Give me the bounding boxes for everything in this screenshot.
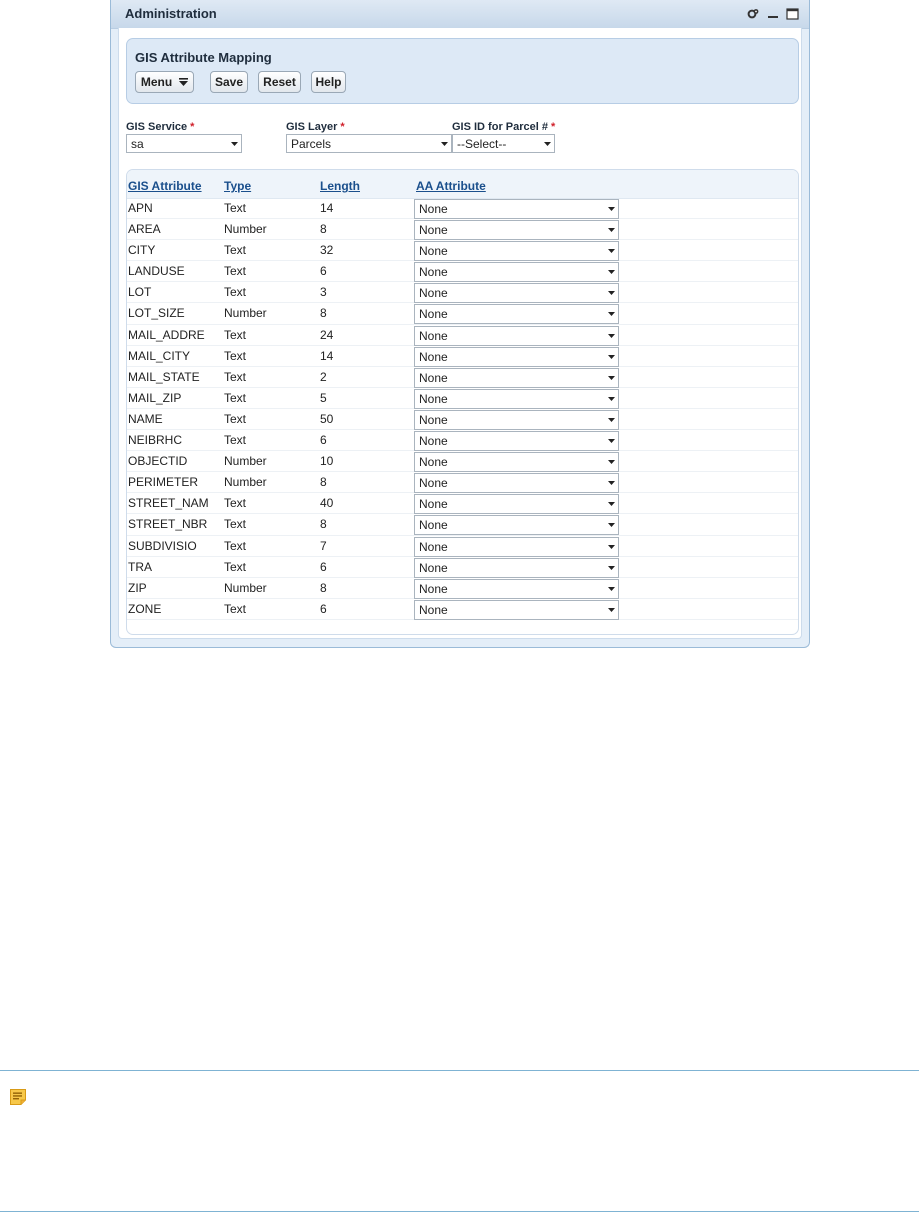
table-row — [127, 472, 798, 493]
table-row — [127, 325, 798, 346]
aa-attribute-select[interactable] — [414, 410, 619, 430]
table-row — [127, 388, 798, 409]
gis-attribute-cell: OBJECTID — [128, 454, 188, 469]
type-cell: Text — [224, 201, 247, 215]
maximize-icon[interactable] — [786, 7, 799, 20]
gis-id-value: --Select-- — [457, 136, 507, 151]
gis-attribute-cell: STREET_NAM — [128, 496, 209, 511]
table-row — [127, 493, 798, 514]
chevron-down-icon — [604, 545, 618, 549]
aa-attribute-select[interactable] — [414, 515, 619, 535]
required-marker: * — [190, 121, 195, 133]
gis-service-label-text: GIS Service — [126, 121, 188, 133]
table-body — [127, 198, 798, 620]
column-header-type[interactable]: Type — [224, 179, 252, 193]
aa-attribute-select[interactable] — [414, 326, 619, 346]
length-cell: 50 — [320, 411, 334, 426]
length-cell: 40 — [320, 496, 334, 511]
length-cell: 8 — [320, 306, 327, 321]
length-cell: 32 — [320, 243, 334, 258]
type-cell: Number — [224, 454, 267, 469]
required-marker: * — [340, 121, 345, 133]
settings-icon[interactable] — [747, 7, 760, 20]
gis-attribute-cell: ZIP — [128, 580, 147, 595]
gis-attribute-cell: TRA — [128, 559, 152, 574]
gis-attribute-cell: PERIMETER — [128, 475, 199, 490]
aa-attribute-select[interactable] — [414, 368, 619, 388]
aa-attribute-select[interactable] — [414, 389, 619, 409]
aa-attribute-select[interactable] — [414, 283, 619, 303]
attribute-mapping-table — [126, 169, 799, 635]
gis-service-select[interactable] — [126, 134, 242, 153]
chevron-down-icon — [604, 397, 618, 401]
length-cell: 3 — [320, 285, 327, 300]
chevron-down-icon — [604, 334, 618, 338]
aa-attribute-value: None — [419, 476, 448, 491]
portlet-title: Administration — [125, 6, 217, 21]
chevron-down-icon — [604, 439, 618, 443]
aa-attribute-value: None — [419, 223, 448, 238]
portlet-content — [118, 28, 802, 639]
aa-attribute-value: None — [419, 328, 448, 343]
gis-attribute-cell: MAIL_STATE — [128, 369, 200, 384]
type-cell: Text — [224, 285, 247, 300]
length-cell: 2 — [320, 369, 327, 384]
chevron-down-icon — [604, 207, 618, 211]
gis-attribute-mapping-panel — [126, 38, 799, 104]
gis-service-label — [126, 121, 194, 133]
type-cell: Number — [224, 475, 267, 490]
aa-attribute-value: None — [419, 412, 448, 427]
aa-attribute-value: None — [419, 244, 448, 259]
aa-attribute-value: None — [419, 581, 448, 596]
aa-attribute-value: None — [419, 518, 448, 533]
table-row — [127, 346, 798, 367]
gis-attribute-cell: SUBDIVISIO — [128, 538, 197, 553]
type-cell: Text — [224, 348, 247, 363]
menu-button-label: Menu — [140, 75, 173, 89]
aa-attribute-select[interactable] — [414, 199, 619, 219]
aa-attribute-select[interactable] — [414, 241, 619, 261]
type-cell: Number — [224, 222, 267, 237]
aa-attribute-value: None — [419, 560, 448, 575]
length-cell: 8 — [320, 222, 327, 237]
save-button[interactable]: Save — [210, 71, 248, 93]
length-cell: 8 — [320, 475, 327, 490]
portlet-titlebar — [111, 0, 809, 29]
required-marker: * — [550, 121, 556, 133]
length-cell: 24 — [320, 327, 334, 342]
length-cell: 6 — [320, 601, 327, 616]
chevron-down-icon — [227, 142, 241, 146]
aa-attribute-value: None — [419, 391, 448, 406]
table-row — [127, 219, 798, 240]
gis-service-value: sa — [131, 136, 144, 151]
column-header-gis-attribute[interactable]: GIS Attribute — [128, 179, 202, 193]
chevron-down-icon — [604, 481, 618, 485]
table-row — [127, 303, 798, 324]
administration-portlet — [110, 0, 810, 648]
aa-attribute-value: None — [419, 434, 448, 449]
table-header — [127, 170, 798, 199]
menu-dropdown-icon — [179, 75, 188, 89]
aa-attribute-value: None — [419, 349, 448, 364]
type-cell: Number — [224, 580, 267, 595]
aa-attribute-select[interactable] — [414, 262, 619, 282]
aa-attribute-select[interactable] — [414, 600, 619, 620]
aa-attribute-select[interactable] — [414, 220, 619, 240]
table-row — [127, 536, 798, 557]
type-cell: Number — [224, 306, 267, 321]
menu-button[interactable] — [135, 71, 194, 93]
aa-attribute-value: None — [419, 497, 448, 512]
length-cell: 8 — [320, 517, 327, 532]
aa-attribute-select[interactable] — [414, 304, 619, 324]
type-cell: Text — [224, 369, 247, 384]
chevron-down-icon — [604, 608, 618, 612]
aa-attribute-value: None — [419, 307, 448, 322]
note-box — [0, 1070, 919, 1212]
length-cell: 6 — [320, 264, 327, 279]
aa-attribute-select[interactable] — [414, 537, 619, 557]
gis-attribute-cell: AREA — [128, 222, 161, 237]
gis-attribute-cell: CITY — [128, 243, 156, 258]
gis-layer-select[interactable] — [286, 134, 452, 153]
aa-attribute-select[interactable] — [414, 431, 619, 451]
gis-attribute-cell: NAME — [128, 411, 163, 426]
table-row — [127, 599, 798, 620]
type-cell: Text — [224, 243, 247, 258]
aa-attribute-select[interactable] — [414, 558, 619, 578]
length-cell: 6 — [320, 559, 327, 574]
type-cell: Text — [224, 496, 247, 511]
table-row — [127, 557, 798, 578]
table-row — [127, 451, 798, 472]
table-row — [127, 240, 798, 261]
type-cell: Text — [224, 390, 247, 405]
aa-attribute-select[interactable] — [414, 452, 619, 472]
aa-attribute-value: None — [419, 602, 448, 617]
chevron-down-icon — [604, 418, 618, 422]
aa-attribute-select[interactable] — [414, 347, 619, 367]
chevron-down-icon — [604, 249, 618, 253]
chevron-down-icon — [604, 312, 618, 316]
chevron-down-icon — [604, 291, 618, 295]
length-cell: 14 — [320, 201, 334, 215]
aa-attribute-value: None — [419, 202, 448, 216]
length-cell: 6 — [320, 433, 327, 448]
gis-attribute-cell: LOT — [128, 285, 152, 300]
gis-layer-label — [286, 121, 345, 133]
aa-attribute-value: None — [419, 265, 448, 280]
gis-attribute-cell: LANDUSE — [128, 264, 185, 279]
gis-attribute-cell: ZONE — [128, 601, 162, 616]
type-cell: Text — [224, 327, 247, 342]
length-cell: 5 — [320, 390, 327, 405]
column-header-aa-attribute[interactable]: AA Attribute — [416, 179, 486, 193]
note-icon — [9, 1088, 27, 1111]
length-cell: 14 — [320, 348, 334, 363]
table-row — [127, 367, 798, 388]
gis-attribute-cell: MAIL_ADDRE — [128, 327, 205, 342]
table-row — [127, 198, 798, 219]
type-cell: Text — [224, 264, 247, 279]
chevron-down-icon — [604, 376, 618, 380]
table-row — [127, 514, 798, 535]
gis-attribute-cell: APN — [128, 201, 153, 215]
reset-button[interactable]: Reset — [258, 71, 301, 93]
length-cell: 8 — [320, 580, 327, 595]
aa-attribute-select[interactable] — [414, 579, 619, 599]
length-cell: 10 — [320, 454, 334, 469]
help-button[interactable]: Help — [311, 71, 346, 93]
gis-id-select[interactable] — [452, 134, 555, 153]
type-cell: Text — [224, 559, 247, 574]
chevron-down-icon — [540, 142, 554, 146]
gis-attribute-cell: MAIL_CITY — [128, 348, 191, 363]
gis-id-label — [452, 121, 555, 133]
gis-attribute-cell: NEIBRHC — [128, 433, 183, 448]
chevron-down-icon — [604, 502, 618, 506]
aa-attribute-value: None — [419, 539, 448, 554]
minimize-icon[interactable] — [766, 7, 779, 20]
chevron-down-icon — [604, 523, 618, 527]
chevron-down-icon — [604, 460, 618, 464]
gis-attribute-cell: STREET_NBR — [128, 517, 208, 532]
table-row — [127, 261, 798, 282]
aa-attribute-value: None — [419, 370, 448, 385]
type-cell: Text — [224, 601, 247, 616]
type-cell: Text — [224, 433, 247, 448]
column-header-length[interactable]: Length — [320, 179, 360, 193]
aa-attribute-select[interactable] — [414, 494, 619, 514]
type-cell: Text — [224, 411, 247, 426]
table-row — [127, 282, 798, 303]
type-cell: Text — [224, 517, 247, 532]
chevron-down-icon — [604, 355, 618, 359]
chevron-down-icon — [604, 228, 618, 232]
chevron-down-icon — [604, 587, 618, 591]
gis-layer-value: Parcels — [291, 136, 332, 151]
gis-attribute-cell: LOT_SIZE — [128, 306, 185, 321]
gis-id-label-text: GIS ID for Parcel # — [452, 121, 548, 133]
section-heading: GIS Attribute Mapping — [135, 50, 272, 65]
chevron-down-icon — [604, 566, 618, 570]
chevron-down-icon — [604, 270, 618, 274]
aa-attribute-value: None — [419, 286, 448, 301]
table-row — [127, 578, 798, 599]
aa-attribute-select[interactable] — [414, 473, 619, 493]
chevron-down-icon — [437, 142, 451, 146]
type-cell: Text — [224, 538, 247, 553]
table-row — [127, 430, 798, 451]
length-cell: 7 — [320, 538, 327, 553]
gis-layer-label-text: GIS Layer — [286, 121, 338, 133]
gis-attribute-cell: MAIL_ZIP — [128, 390, 182, 405]
aa-attribute-value: None — [419, 455, 448, 470]
table-row — [127, 409, 798, 430]
